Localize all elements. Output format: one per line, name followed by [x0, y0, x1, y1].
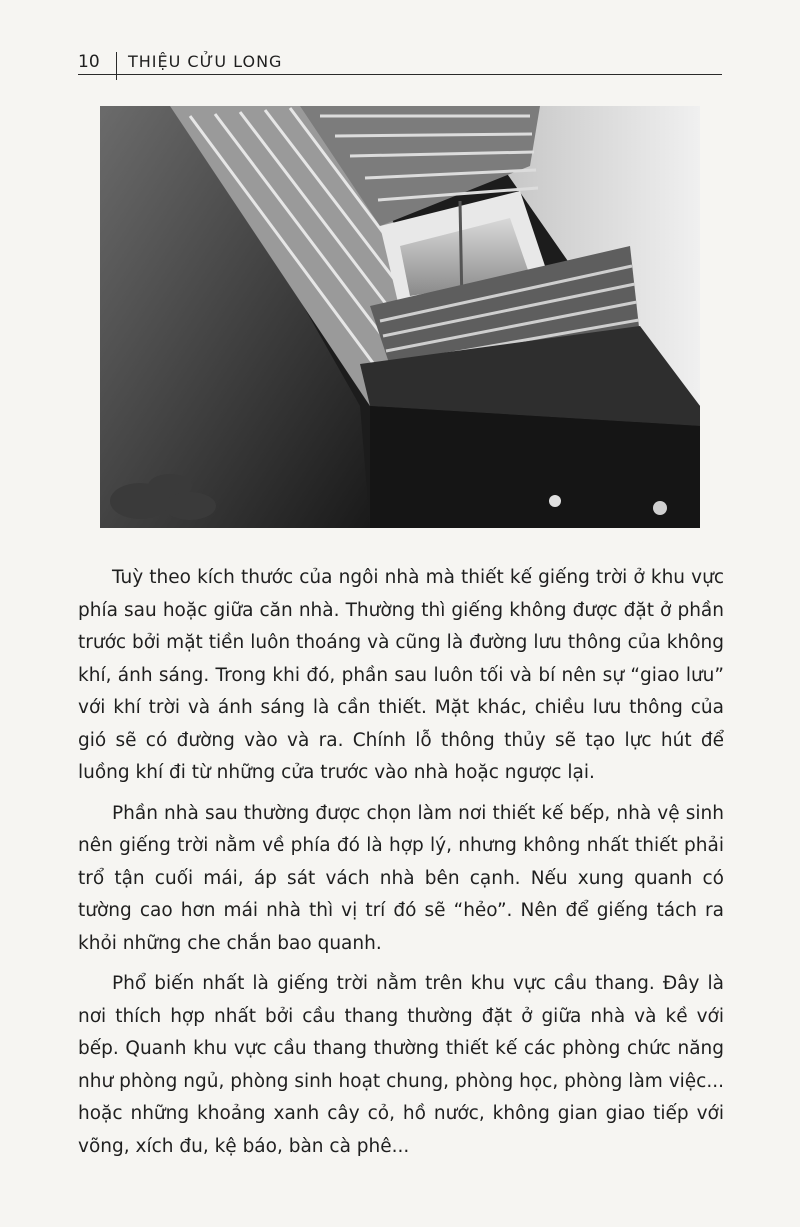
paragraph: Tuỳ theo kích thước của ngôi nhà mà thiết kế giếng trời ở khu vực phía sau hoặc giữa căn nhà. Thường thì giếng không được đặt ở phần trước bởi mặt tiền luôn thoáng và cũng là đường lưu thông của không khí, ánh sáng. Trong khi đó, phần sau luôn tối và bí nên sự “giao lưu” với khí trời và ánh sáng là cần thiết. Mặt khác, chiều lưu thông của gió sẽ có đường vào và ra. Chính lỗ thông thủy sẽ tạo lực hút để luồng khí đi từ những cửa trước vào nhà hoặc ngược lại. — [78, 567, 724, 783]
running-head: THIỆU CỬU LONG — [128, 52, 283, 71]
page-number: 10 — [78, 52, 100, 72]
paragraph: Phổ biến nhất là giếng trời nằm trên khu vực cầu thang. Đây là nơi thích hợp nhất bởi cầu thang thường đặt ở giữa nhà và kề với bếp. Quanh khu vực cầu thang thường thiết kế các phòng chức năng như phòng ngủ, phòng sinh hoạt chung, phòng học, phòng làm việc... hoặc những khoảng xanh cây cỏ, hồ nước, không gian giao tiếp với võng, xích đu, kệ báo, bàn cà phê... — [78, 973, 724, 1157]
article-body — [78, 562, 724, 1171]
header-divider — [116, 52, 117, 80]
skylight-photo — [100, 106, 700, 528]
paragraph: Phần nhà sau thường được chọn làm nơi thiết kế bếp, nhà vệ sinh nên giếng trời nằm về phía đó là hợp lý, nhưng không nhất thiết phải trổ tận cuối mái, áp sát vách nhà bên cạnh. Nếu xung quanh có tường cao hơn mái nhà thì vị trí đó sẽ “hẻo”. Nên để giếng tách ra khỏi những che chắn bao quanh. — [78, 802, 724, 954]
photo-skylight-stairwell-icon — [100, 106, 700, 528]
page-header — [78, 50, 722, 75]
